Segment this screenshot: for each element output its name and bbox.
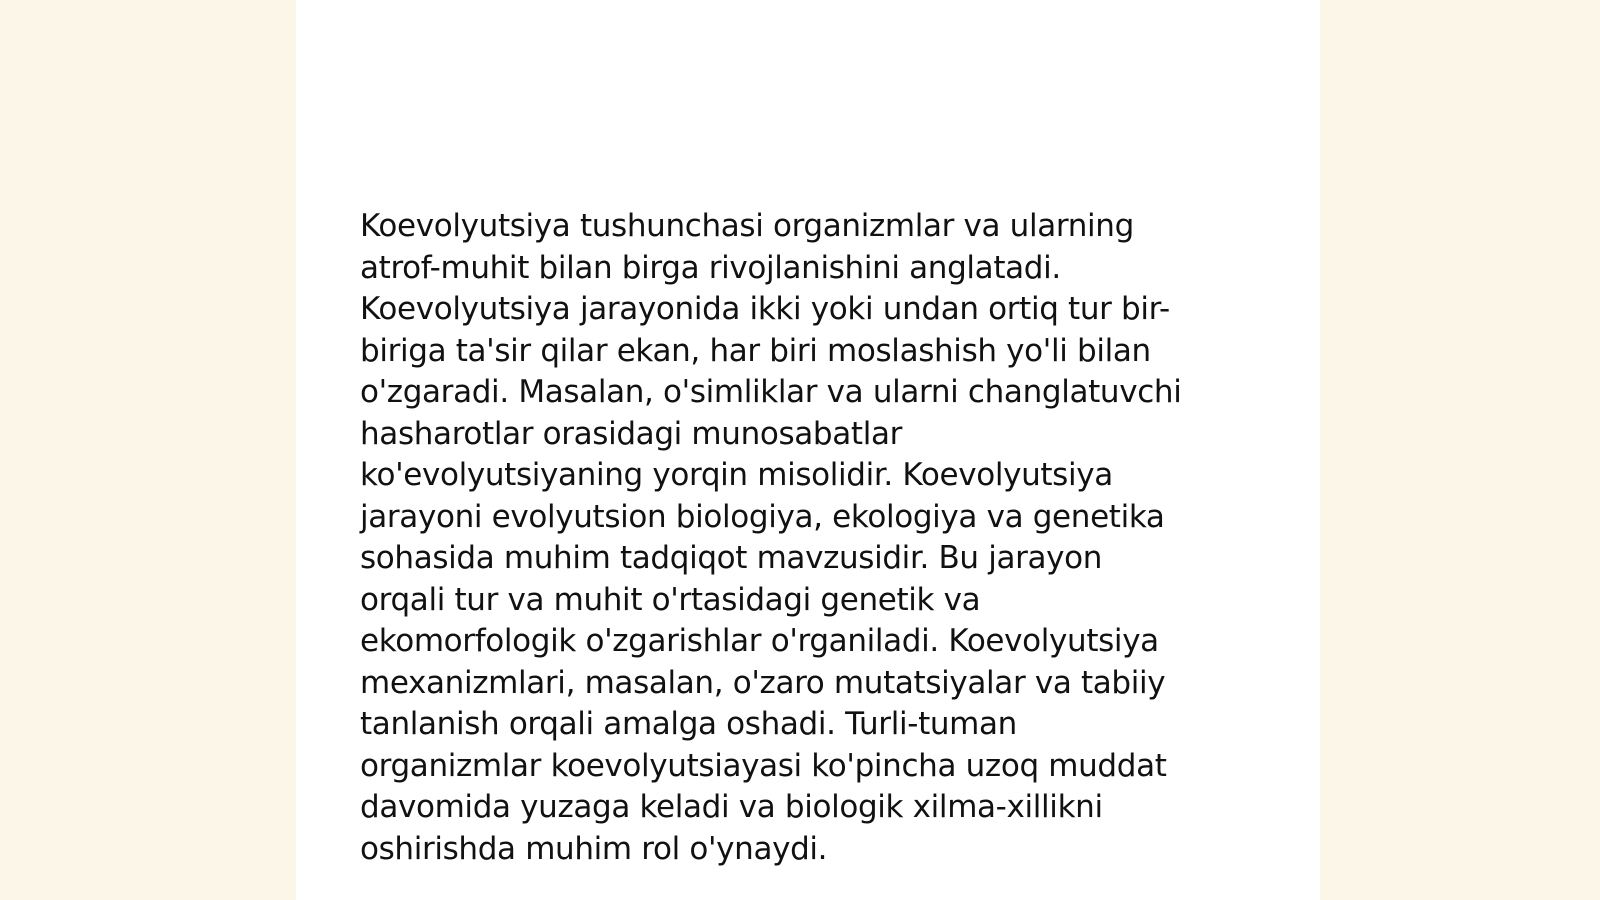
paragraph-line: ekomorfologik o'zgarishlar o'rganiladi. Koevolyutsiya [360,623,1159,659]
paragraph-line: hasharotlar orasidagi munosabatlar [360,415,903,452]
paragraph-line: tanlanish orqali amalga oshadi. Turli-tuman [360,706,1017,742]
body-paragraph [360,206,1260,870]
paragraph-line: davomida yuzaga keladi va biologik xilma-xillikni [360,789,1103,825]
paragraph-line: mexanizmlari, masalan, o'zaro mutatsiyalar va tabiiy [360,664,1166,701]
paragraph-line: orqali tur va muhit o'rtasidagi genetik va [360,581,981,618]
paragraph-line: o'zgaradi. Masalan, o'simliklar va ularni changlatuvchi [360,374,1182,410]
paragraph-line: ko'evolyutsiyaning yorqin misolidir. Koevolyutsiya [360,457,1113,493]
paragraph-line: Koevolyutsiya tushunchasi organizmlar va ularning [360,208,1134,244]
paragraph-line: oshirishda muhim rol o'ynaydi. [360,830,828,867]
paragraph-line: Koevolyutsiya jarayonida ikki yoki undan ortiq tur bir- [360,291,1170,327]
paragraph-line: organizmlar koevolyutsiayasi ko'pincha uzoq muddat [360,747,1167,784]
paragraph-line: jarayoni evolyutsion biologiya, ekologiya va genetika [360,498,1165,535]
paragraph-line: atrof-muhit bilan birga rivojlanishini anglatadi. [360,249,1061,286]
document-page [296,0,1320,900]
paragraph-line: sohasida muhim tadqiqot mavzusidir. Bu jarayon [360,540,1103,576]
paragraph-line: biriga ta'sir qilar ekan, har biri moslashish yo'li bilan [360,332,1151,369]
